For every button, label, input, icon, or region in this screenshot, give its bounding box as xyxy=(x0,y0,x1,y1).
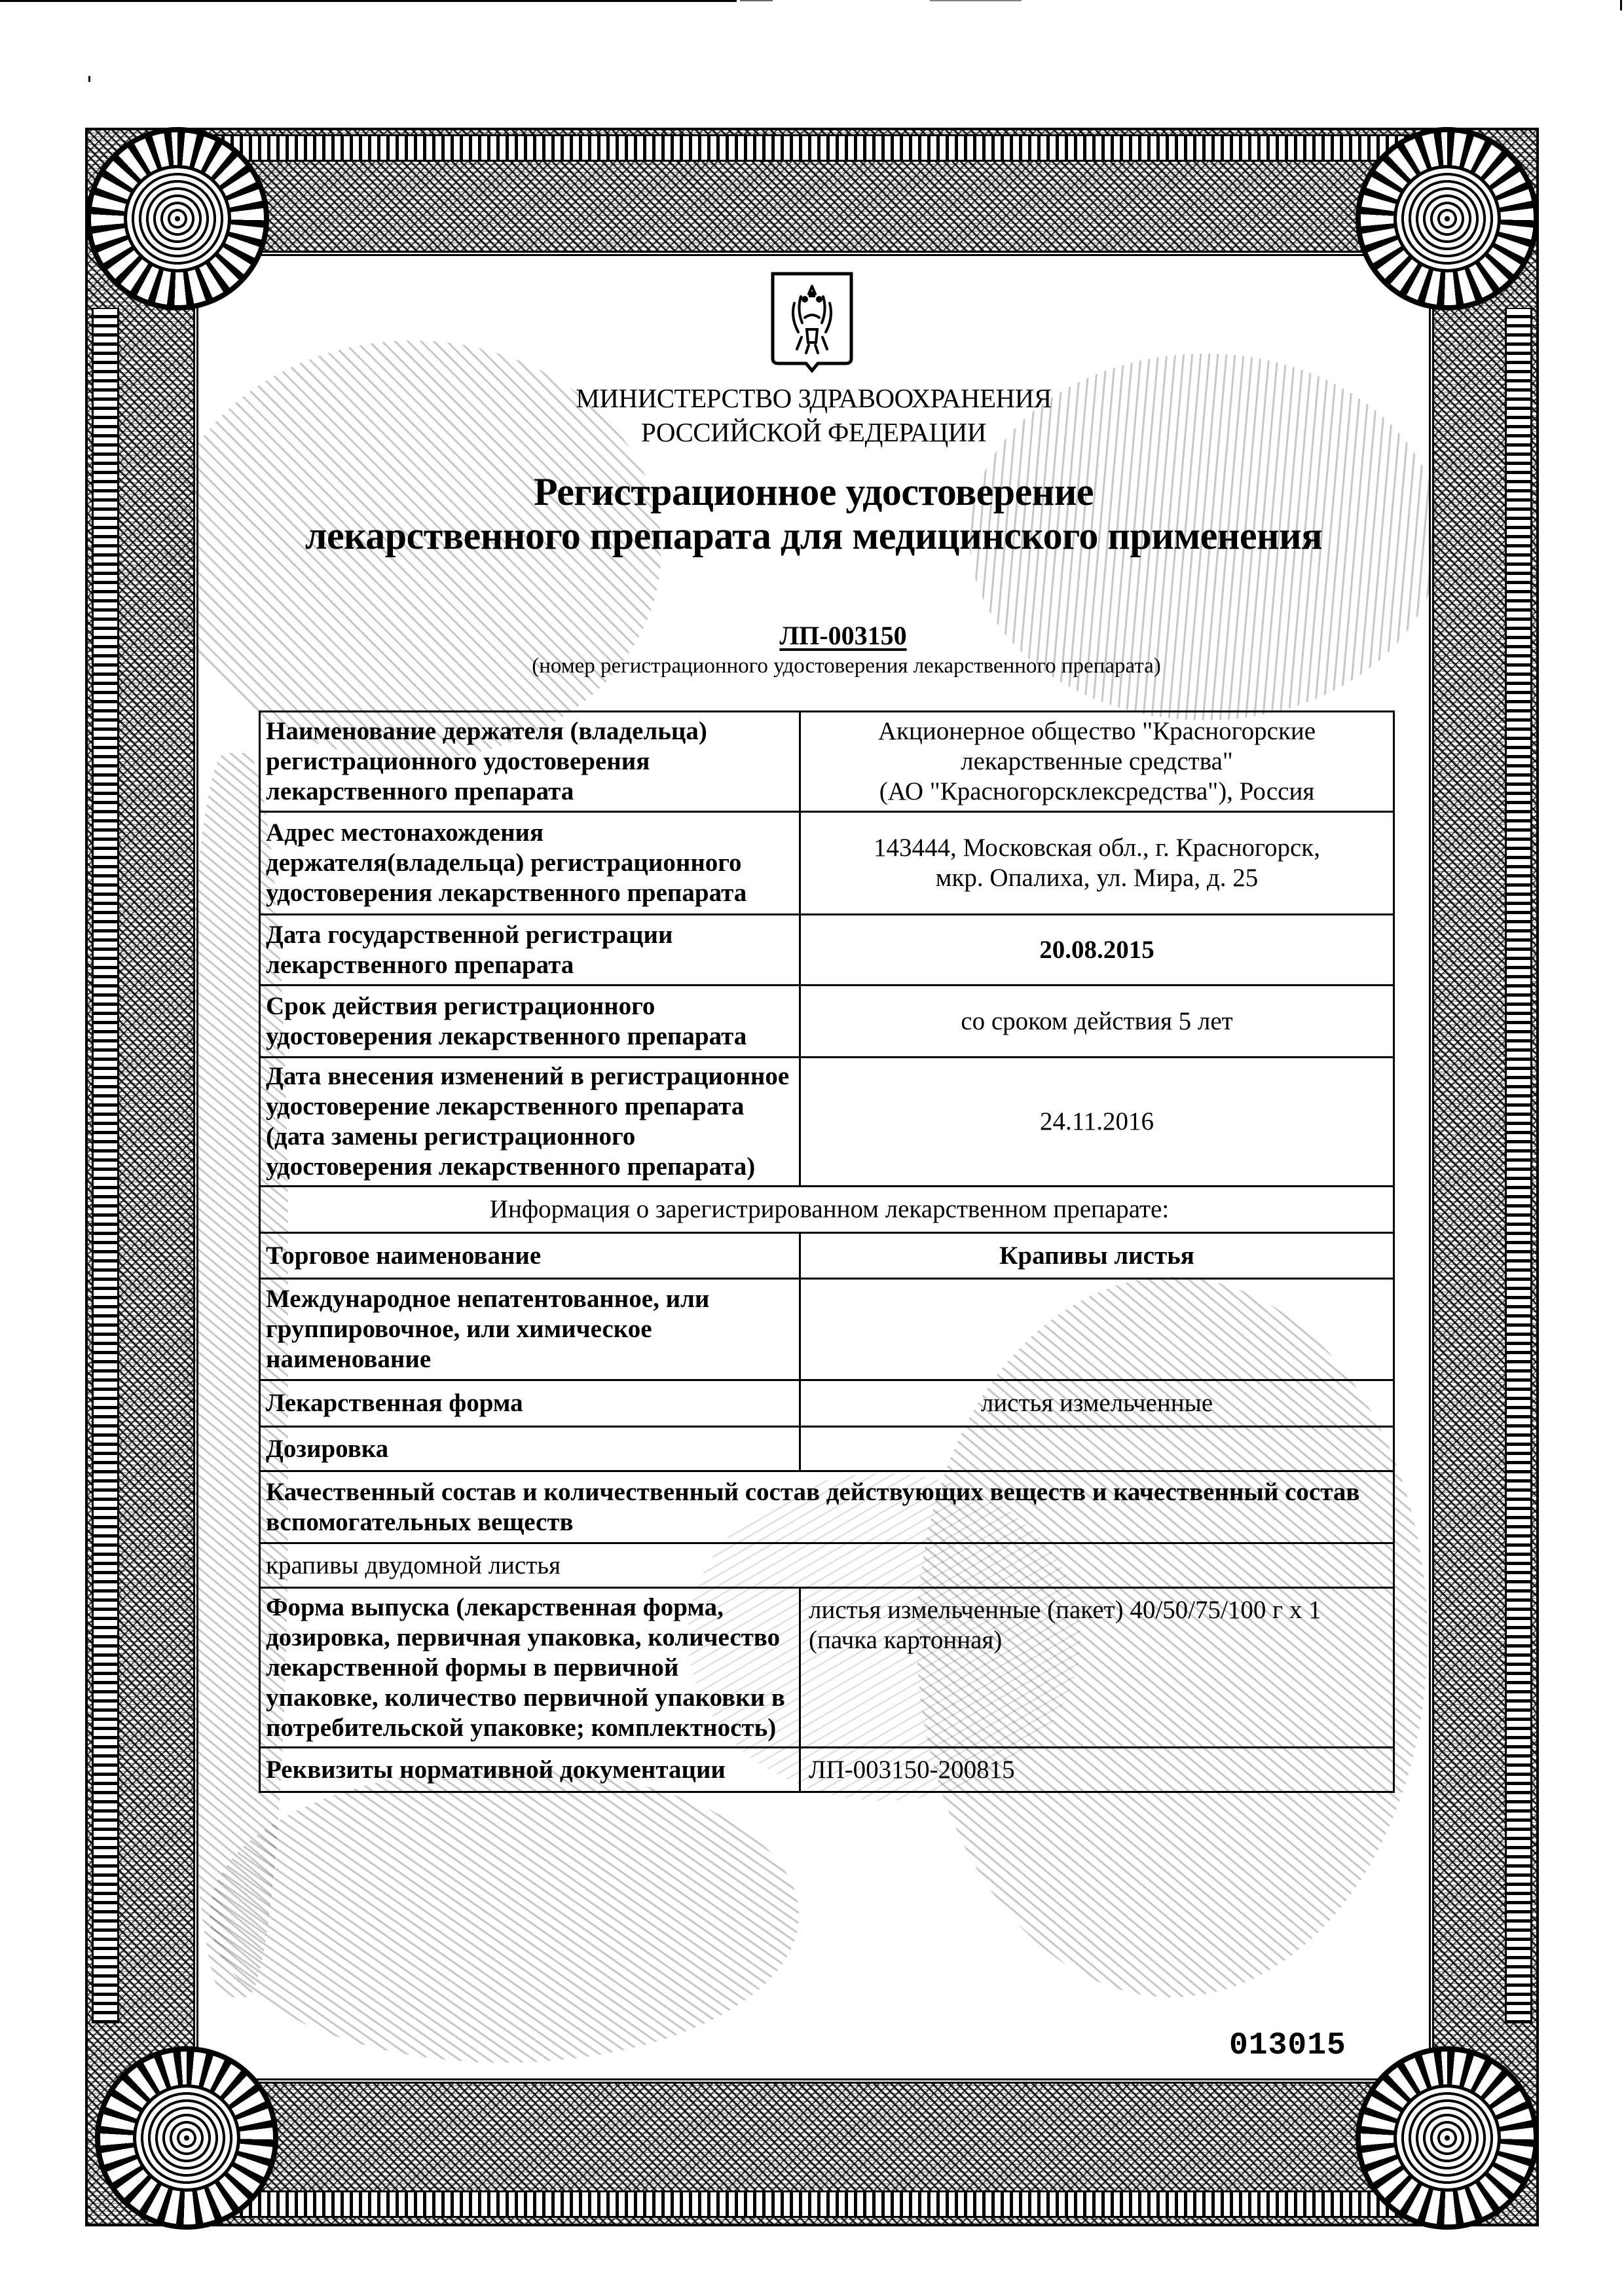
label-line: (дата замены регистрационного xyxy=(266,1122,636,1151)
amendment-date: 24.11.2016 xyxy=(1039,1107,1154,1135)
row-label xyxy=(261,1234,801,1278)
scan-edge-mark xyxy=(930,0,1022,1)
row-label xyxy=(261,1589,801,1746)
table-row-release-form xyxy=(261,1587,1393,1746)
scan-edge-mark xyxy=(1620,0,1622,10)
label-line: Торговое наименование xyxy=(266,1241,542,1270)
label-line: лекарственного препарата xyxy=(266,777,574,805)
label-line: Адрес местонахождения xyxy=(266,819,544,847)
table-row-validity-period xyxy=(261,984,1393,1056)
row-label xyxy=(261,915,801,984)
row-value-empty xyxy=(801,1280,1393,1379)
row-label xyxy=(261,1058,801,1185)
corner-rosette-bottom-right xyxy=(1356,2046,1539,2230)
label-line: регистрационного удостоверения xyxy=(266,747,650,775)
composition-text: крапивы двудомной листья xyxy=(266,1551,561,1579)
section-heading xyxy=(261,1187,1393,1232)
label-line: удостоверения лекарственного препарата) xyxy=(266,1152,756,1181)
label-line: лекарственного препарата xyxy=(266,950,574,979)
row-label xyxy=(261,712,801,811)
heading-line: Качественный состав и количественный состав действующих веществ и качественный состав xyxy=(266,1477,1360,1506)
corner-rosette-top-right xyxy=(1356,127,1539,310)
row-value xyxy=(801,813,1393,913)
label-line: держателя(владельца) регистрационного xyxy=(266,849,742,877)
table-row-inn xyxy=(261,1278,1393,1379)
row-label xyxy=(261,1748,801,1791)
row-value-empty xyxy=(801,1428,1393,1470)
corner-rosette-bottom-left xyxy=(95,2046,278,2230)
row-value xyxy=(801,986,1393,1056)
label-line: Дата внесения изменений в регистрационное xyxy=(266,1062,790,1090)
ministry-name-line-1: МИНИСТЕРСТВО ЗДРАВООХРАНЕНИЯ xyxy=(576,383,1052,413)
corner-rosette-top-left xyxy=(86,127,269,310)
document-title-line-1: Регистрационное удостоверение xyxy=(533,470,1094,513)
scan-edge-mark xyxy=(740,0,773,1)
row-value xyxy=(801,1058,1393,1185)
frame-comb-bottom xyxy=(157,2190,1467,2218)
table-row-info-heading xyxy=(261,1185,1393,1232)
normative-doc-number: ЛП-003150-200815 xyxy=(809,1755,1015,1784)
row-value xyxy=(801,1748,1393,1791)
heading-line: вспомогательных веществ xyxy=(266,1507,574,1536)
value-line: (пачка картонная) xyxy=(809,1626,1003,1654)
scan-speck xyxy=(88,76,90,82)
label-line: Срок действия регистрационного xyxy=(266,991,655,1020)
row-label xyxy=(261,813,801,913)
registration-date: 20.08.2015 xyxy=(1039,935,1154,964)
value-line: листья измельченные (пакет) 40/50/75/100 г х 1 xyxy=(809,1596,1321,1624)
label-line: Международное непатентованное, или xyxy=(266,1285,710,1313)
frame-comb-right xyxy=(1505,308,1532,2023)
row-label xyxy=(261,986,801,1056)
registration-number: ЛП-003150 xyxy=(779,621,907,650)
label-line: Форма выпуска (лекарственная форма, xyxy=(266,1593,724,1621)
trade-name: Крапивы листья xyxy=(999,1241,1194,1270)
validity-period: со сроком действия 5 лет xyxy=(961,1006,1233,1035)
row-label xyxy=(261,1428,801,1470)
table-row-amendment-date xyxy=(261,1056,1393,1185)
frame-comb-left xyxy=(92,308,119,2023)
scan-edge-line xyxy=(0,0,737,2)
table-row-holder-address xyxy=(261,811,1393,913)
row-label xyxy=(261,1280,801,1379)
row-label xyxy=(261,1381,801,1426)
row-value xyxy=(801,1234,1393,1278)
registration-number-caption: (номер регистрационного удостоверения лекарственного препарата) xyxy=(532,654,1161,678)
label-line: удостоверение лекарственного препарата xyxy=(266,1092,745,1120)
table-row-holder-name xyxy=(261,712,1393,811)
value-line: 143444, Московская обл., г. Красногорск, xyxy=(873,834,1321,862)
table-row-dosage-form xyxy=(261,1379,1393,1426)
label-line: дозировка, первичная упаковка, количество xyxy=(266,1623,781,1651)
label-line: Дозировка xyxy=(266,1434,389,1463)
registration-details-table xyxy=(259,710,1395,1793)
row-value xyxy=(801,712,1393,811)
document-title-line-2: лекарственного препарата для медицинского применения xyxy=(304,514,1323,557)
label-line: потребительской упаковке; комплектность) xyxy=(266,1713,777,1742)
table-row-normative-docs xyxy=(261,1746,1393,1791)
info-heading-text: Информация о зарегистрированном лекарственном препарате: xyxy=(489,1195,1170,1223)
value-line: (АО "Красногорсклексредства"), Россия xyxy=(879,777,1315,805)
row-value xyxy=(801,1381,1393,1426)
value-line: мкр. Опалиха, ул. Мира, д. 25 xyxy=(935,864,1259,892)
coat-of-arms-icon xyxy=(771,272,853,373)
label-line: Реквизиты нормативной документации xyxy=(266,1755,726,1784)
label-line: удостоверения лекарственного препарата xyxy=(266,879,747,907)
table-row-composition-heading xyxy=(261,1470,1393,1542)
row-value xyxy=(801,915,1393,984)
table-row-registration-date xyxy=(261,913,1393,984)
frame-comb-top xyxy=(157,134,1467,162)
table-row-composition-value xyxy=(261,1542,1393,1587)
label-line: Наименование держателя (владельца) xyxy=(266,717,707,745)
label-line: упаковке, количество первичной упаковки в xyxy=(266,1683,785,1712)
ministry-name-line-2: РОССИЙСКОЙ ФЕДЕРАЦИИ xyxy=(641,417,986,447)
label-line: Лекарственная форма xyxy=(266,1389,523,1417)
label-line: удостоверения лекарственного препарата xyxy=(266,1022,747,1050)
value-line: Акционерное общество "Красногорские xyxy=(877,717,1316,745)
composition-heading xyxy=(261,1472,1393,1542)
label-line: наименование xyxy=(266,1345,432,1373)
dosage-form: листья измельченные xyxy=(980,1389,1213,1417)
table-row-dosage xyxy=(261,1426,1393,1470)
table-row-trade-name xyxy=(261,1232,1393,1278)
form-serial-number: 013015 xyxy=(1229,2028,1346,2063)
label-line: Дата государственной регистрации xyxy=(266,920,673,949)
label-line: группировочное, или химическое xyxy=(266,1315,652,1343)
composition-value xyxy=(261,1544,1393,1587)
value-line: лекарственные средства" xyxy=(961,747,1233,775)
row-value xyxy=(801,1589,1393,1746)
label-line: лекарственной формы в первичной xyxy=(266,1653,679,1682)
